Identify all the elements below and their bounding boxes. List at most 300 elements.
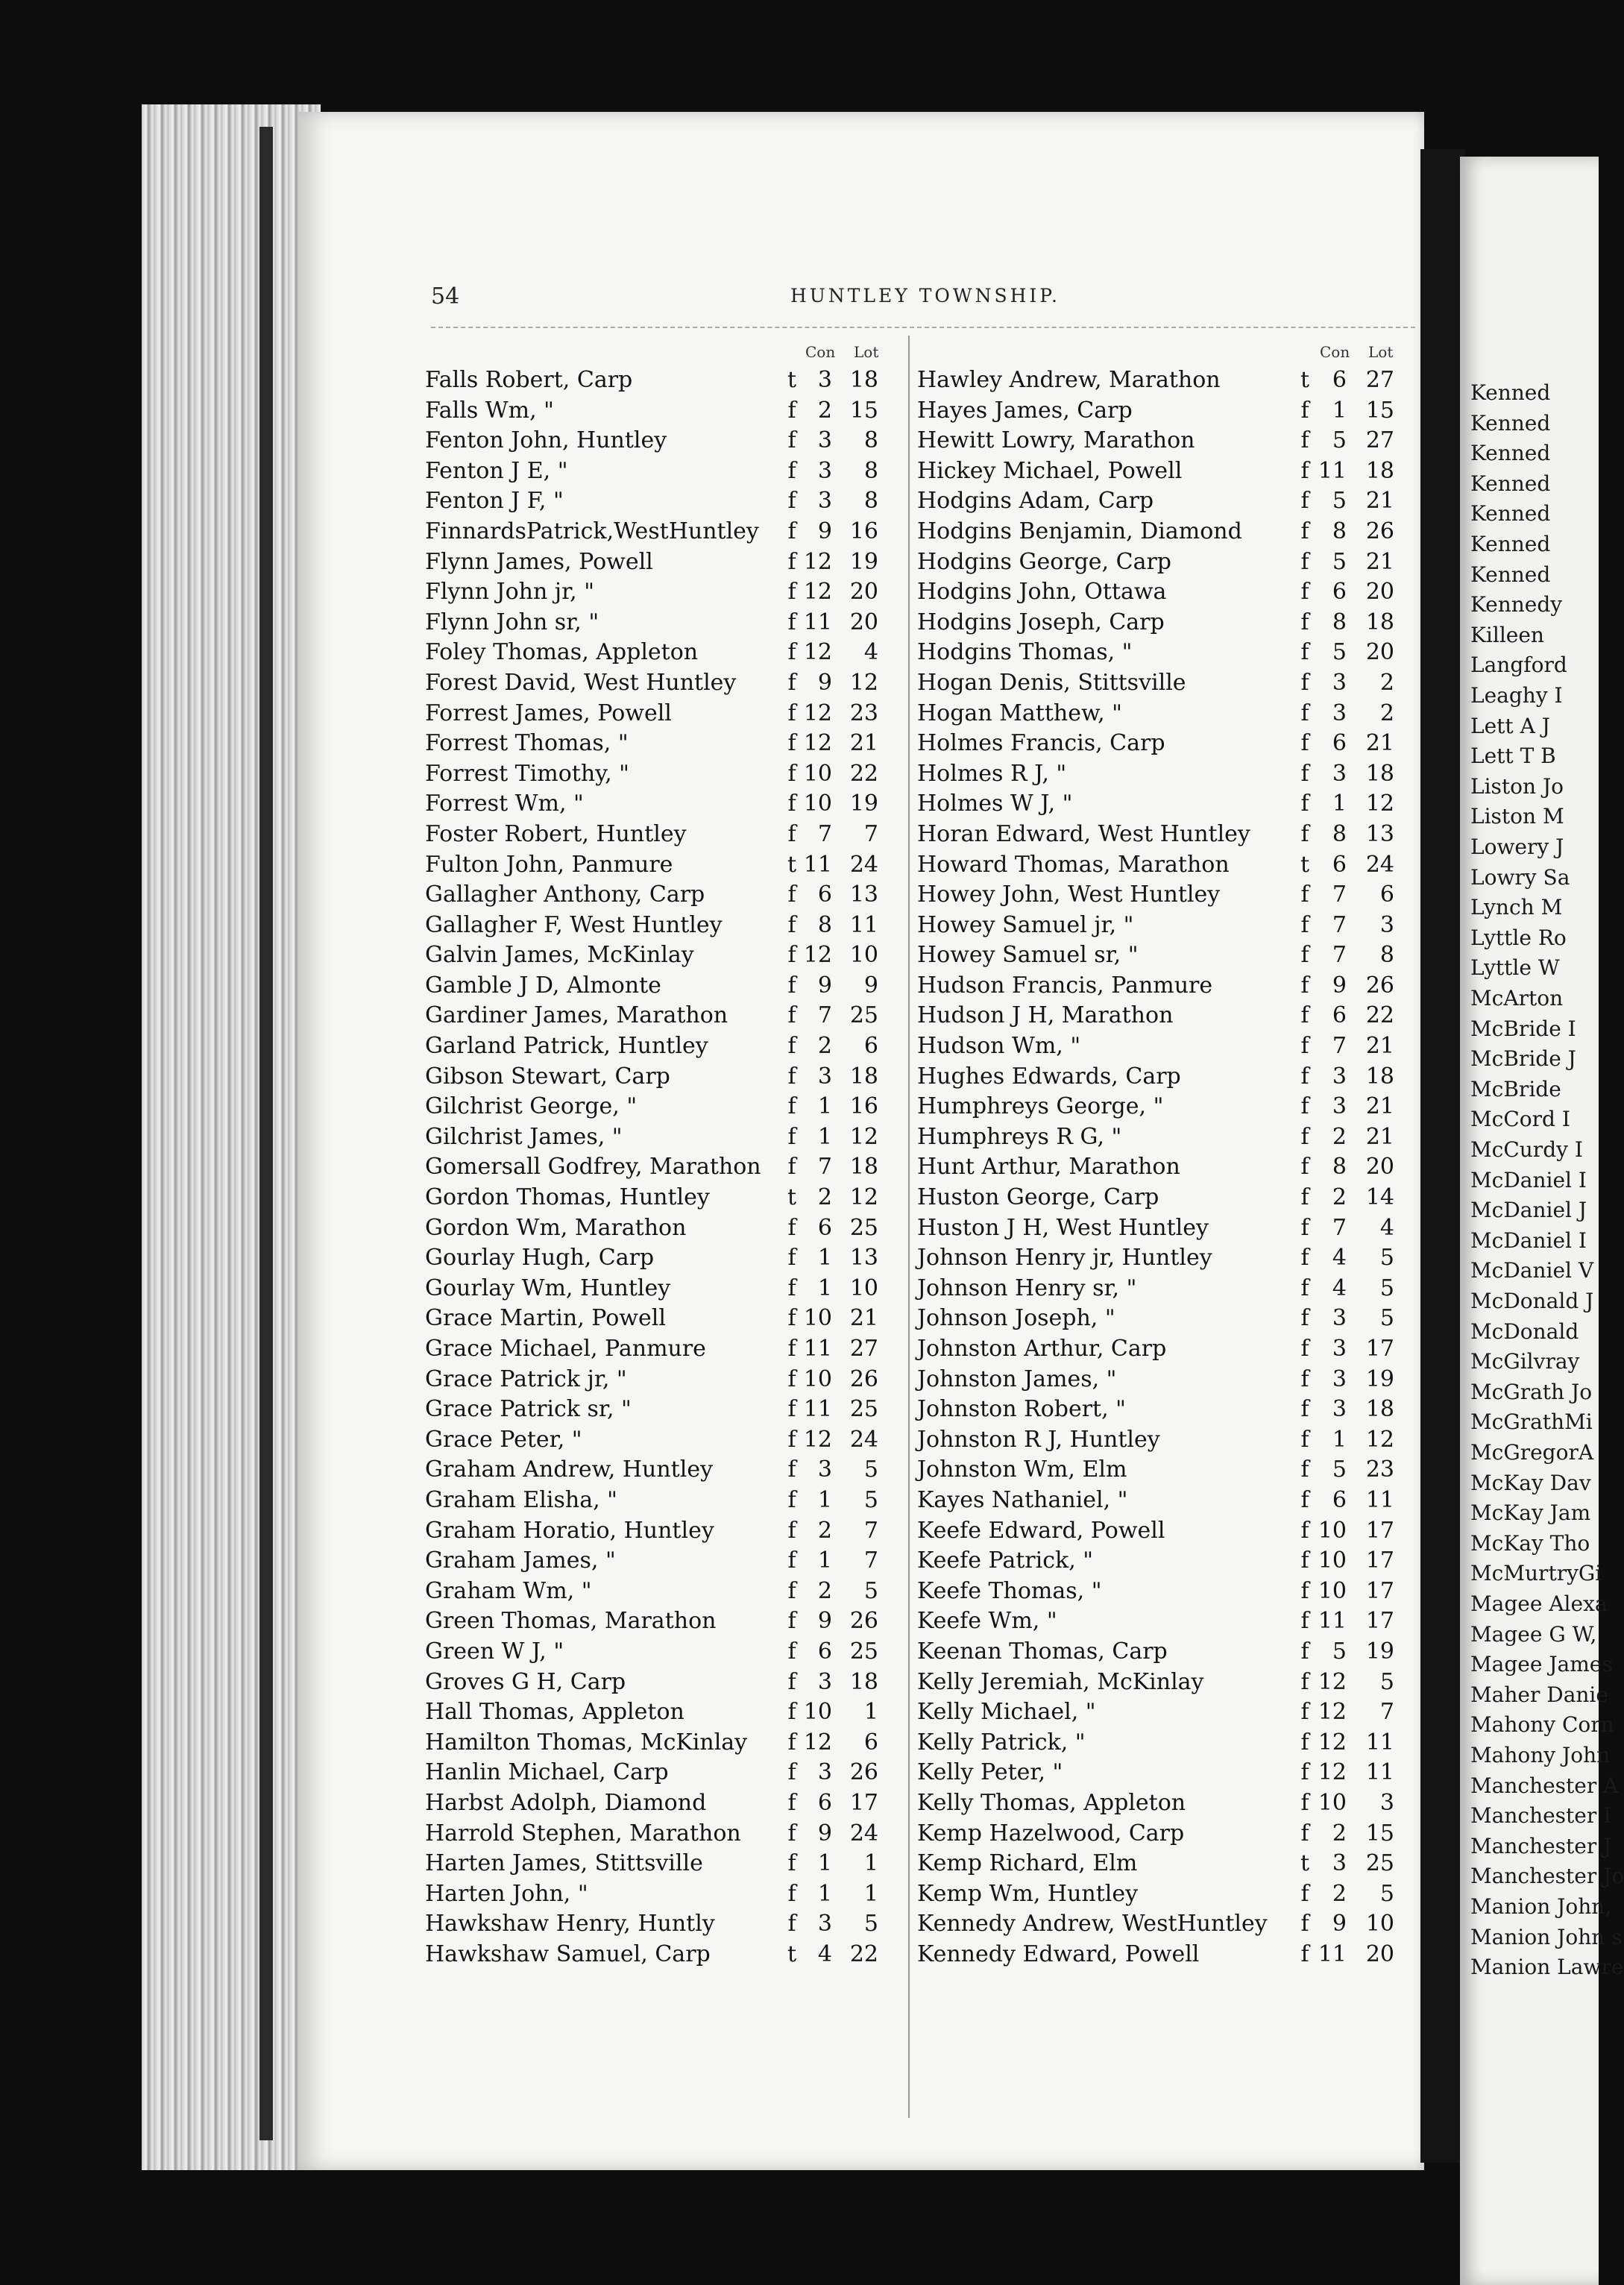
- fragment-name: McBride J: [1470, 1046, 1576, 1072]
- tenure-code: f: [1300, 1789, 1309, 1816]
- resident-name: Forrest Wm, ": [425, 791, 584, 817]
- resident-name: Flynn John sr, ": [425, 609, 599, 635]
- table-row: [425, 365, 902, 396]
- concession-number: 3: [1332, 1850, 1347, 1877]
- concession-number: 12: [1318, 1759, 1347, 1786]
- table-row: [917, 699, 1424, 729]
- table-row: [425, 1274, 902, 1304]
- tenure-code: t: [787, 367, 797, 393]
- concession-number: 12: [803, 579, 832, 606]
- table-row: [917, 759, 1424, 790]
- table-row: [425, 577, 902, 608]
- resident-name: Kelly Jeremiah, McKinlay: [917, 1668, 1204, 1695]
- concession-number: 10: [1318, 1789, 1347, 1816]
- concession-number: 1: [1332, 791, 1347, 817]
- table-row: [425, 1152, 902, 1183]
- table-row: [917, 1001, 1424, 1031]
- resident-name: Hodgins Thomas, ": [917, 639, 1133, 666]
- concession-number: 10: [803, 791, 832, 817]
- table-row: [425, 911, 902, 941]
- fragment-name: McBride: [1470, 1076, 1561, 1101]
- lot-number: 18: [849, 1154, 878, 1181]
- resident-name: Forrest James, Powell: [425, 700, 672, 726]
- resident-name: Hodgins Benjamin, Diamond: [917, 518, 1242, 544]
- lot-number: 21: [1365, 1123, 1394, 1150]
- lot-number: 19: [1365, 1638, 1394, 1665]
- book-spine-shadow: [259, 127, 273, 2140]
- concession-number: 1: [1332, 1426, 1347, 1453]
- concession-number: 12: [803, 548, 832, 575]
- concession-number: 10: [1318, 1577, 1347, 1604]
- table-row: [425, 759, 902, 790]
- tenure-code: f: [1300, 1486, 1309, 1513]
- tenure-code: t: [787, 851, 797, 878]
- concession-number: 12: [1318, 1729, 1347, 1756]
- fragment-name: Kenned: [1470, 501, 1551, 527]
- resident-name: Harbst Adolph, Diamond: [425, 1789, 707, 1816]
- concession-number: 5: [1332, 548, 1347, 575]
- fragment-name: Kenned: [1470, 410, 1551, 436]
- lot-number: 20: [1365, 639, 1394, 666]
- lot-number: 26: [1365, 518, 1394, 544]
- tenure-code: f: [787, 1093, 796, 1120]
- resident-name: Hughes Edwards, Carp: [917, 1063, 1181, 1090]
- concession-number: 6: [817, 1214, 832, 1241]
- lot-number: 7: [863, 820, 878, 847]
- tenure-code: f: [787, 1426, 796, 1453]
- lot-number: 2: [1379, 700, 1394, 726]
- tenure-code: f: [1300, 1396, 1309, 1423]
- lot-number: 19: [849, 548, 878, 575]
- tenure-code: f: [787, 1245, 796, 1272]
- lot-number: 5: [863, 1911, 878, 1937]
- tenure-code: f: [1300, 972, 1309, 999]
- resident-name: Harten James, Stittsville: [425, 1850, 703, 1877]
- fragment-name: Lowry Sa: [1470, 864, 1570, 890]
- lot-number: 5: [863, 1456, 878, 1483]
- lot-number: 17: [849, 1789, 878, 1816]
- concession-number: 7: [817, 1154, 832, 1181]
- table-row: [425, 1546, 902, 1577]
- tenure-code: f: [1300, 1547, 1309, 1574]
- tenure-code: f: [1300, 1940, 1309, 1967]
- tenure-code: f: [1300, 1063, 1309, 1090]
- fragment-name: Lyttle W: [1470, 955, 1560, 981]
- fragment-name: McArton: [1470, 986, 1564, 1011]
- table-row: [917, 486, 1424, 517]
- table-row: [917, 850, 1424, 881]
- concession-number: 2: [1332, 1123, 1347, 1150]
- lot-number: 12: [1365, 791, 1394, 817]
- concession-number: 12: [803, 1426, 832, 1453]
- table-row: [917, 547, 1424, 578]
- lot-number: 25: [849, 1396, 878, 1423]
- tenure-code: f: [787, 1002, 796, 1029]
- resident-name: Gordon Wm, Marathon: [425, 1214, 687, 1241]
- table-row: [425, 1758, 902, 1788]
- tenure-code: f: [787, 1305, 796, 1332]
- table-row: [425, 1606, 902, 1637]
- resident-name: Grace Martin, Powell: [425, 1305, 666, 1332]
- concession-number: 3: [817, 427, 832, 454]
- concession-number: 7: [817, 1002, 832, 1029]
- resident-name: Falls Robert, Carp: [425, 367, 633, 393]
- concession-number: 12: [803, 700, 832, 726]
- lot-number: 1: [863, 1880, 878, 1907]
- concession-number: 10: [803, 1699, 832, 1726]
- resident-name: Keenan Thomas, Carp: [917, 1638, 1168, 1665]
- table-row: [917, 911, 1424, 941]
- resident-name: Gordon Thomas, Huntley: [425, 1184, 710, 1211]
- table-row: [425, 789, 902, 820]
- lot-number: 24: [849, 1426, 878, 1453]
- fragment-name: McGrath Jo: [1470, 1379, 1593, 1404]
- fragment-name: Lynch M: [1470, 895, 1563, 920]
- table-row: [917, 1546, 1424, 1577]
- tenure-code: f: [787, 700, 796, 726]
- lot-number: 8: [863, 488, 878, 515]
- resident-name: Green W J, ": [425, 1638, 564, 1665]
- resident-name: Hickey Michael, Powell: [917, 457, 1183, 484]
- resident-name: Gardiner James, Marathon: [425, 1002, 728, 1029]
- tenure-code: f: [1300, 1911, 1309, 1937]
- directory-page: [298, 112, 1424, 2170]
- lot-number: 10: [849, 1274, 878, 1301]
- tenure-code: f: [1300, 1154, 1309, 1181]
- concession-number: 7: [817, 820, 832, 847]
- lot-number: 27: [1365, 427, 1394, 454]
- concession-number: 6: [817, 881, 832, 908]
- resident-name: Grace Michael, Panmure: [425, 1336, 706, 1362]
- resident-name: Hall Thomas, Appleton: [425, 1699, 684, 1726]
- tenure-code: f: [787, 1638, 796, 1665]
- table-row: [425, 1577, 902, 1607]
- concession-number: 9: [817, 972, 832, 999]
- fragment-name: McDonald J: [1470, 1289, 1594, 1313]
- concession-number: 5: [1332, 427, 1347, 454]
- fragment-name: McDaniel I: [1470, 1228, 1587, 1253]
- resident-name: Hodgins Adam, Carp: [917, 488, 1154, 515]
- concession-number: 3: [1332, 1063, 1347, 1090]
- column-divider: [908, 336, 910, 2118]
- lot-number: 18: [849, 1668, 878, 1695]
- fragment-name: Manchester I: [1470, 1803, 1612, 1829]
- fragment-name: Manion John s: [1470, 1924, 1623, 1949]
- lot-number: 5: [1379, 1880, 1394, 1907]
- concession-number: 2: [817, 1033, 832, 1060]
- table-row: [917, 1940, 1424, 1970]
- lot-number: 20: [1365, 1940, 1394, 1967]
- tenure-code: f: [1300, 942, 1309, 969]
- concession-number: 7: [1332, 942, 1347, 969]
- tenure-code: f: [787, 1789, 796, 1816]
- table-row: [425, 729, 902, 759]
- table-row: [425, 1001, 902, 1031]
- resident-name: Gibson Stewart, Carp: [425, 1063, 670, 1090]
- table-row: [425, 1516, 902, 1547]
- tenure-code: f: [787, 1517, 796, 1544]
- book-page-edges: [142, 104, 321, 2170]
- lot-number: 1: [863, 1699, 878, 1726]
- lot-number: 6: [1379, 881, 1394, 908]
- resident-name: Gilchrist James, ": [425, 1123, 623, 1150]
- table-row: [425, 940, 902, 971]
- table-row: [425, 547, 902, 578]
- lot-number: 18: [849, 1063, 878, 1090]
- lot-number: 14: [1365, 1184, 1394, 1211]
- lot-number: 12: [849, 669, 878, 696]
- lot-number: 11: [849, 911, 878, 938]
- resident-name: Kelly Michael, ": [917, 1699, 1096, 1726]
- lot-number: 1: [863, 1850, 878, 1877]
- concession-number: 3: [1332, 669, 1347, 696]
- lot-number: 3: [1379, 911, 1394, 938]
- tenure-code: f: [787, 518, 796, 544]
- table-row: [425, 880, 902, 911]
- lot-number: 21: [1365, 1093, 1394, 1120]
- fragment-name: Liston Jo: [1470, 773, 1564, 799]
- tenure-code: f: [787, 911, 796, 938]
- table-row: [425, 1819, 902, 1849]
- table-row: [917, 1788, 1424, 1819]
- table-row: [425, 517, 902, 547]
- tenure-code: f: [1300, 488, 1309, 515]
- tenure-code: f: [1300, 881, 1309, 908]
- resident-name: Holmes W J, ": [917, 791, 1073, 817]
- lot-number: 18: [849, 367, 878, 393]
- lot-number: 21: [1365, 730, 1394, 757]
- concession-number: 1: [817, 1850, 832, 1877]
- lot-number: 24: [849, 1820, 878, 1846]
- concession-number: 12: [803, 942, 832, 969]
- lot-number: 21: [1365, 548, 1394, 575]
- resident-name: Falls Wm, ": [425, 397, 554, 424]
- resident-name: FinnardsPatrick,WestHuntley: [425, 518, 759, 544]
- table-row: [425, 1697, 902, 1728]
- lot-number: 20: [849, 609, 878, 635]
- resident-name: Humphreys R G, ": [917, 1123, 1122, 1150]
- concession-number: 6: [817, 1638, 832, 1665]
- table-row: [425, 1637, 902, 1668]
- concession-number: 2: [817, 1517, 832, 1544]
- table-row: [425, 1395, 902, 1425]
- lot-number: 2: [1379, 669, 1394, 696]
- resident-name: Graham Wm, ": [425, 1577, 592, 1604]
- lot-number: 13: [1365, 820, 1394, 847]
- table-row: [917, 880, 1424, 911]
- tenure-code: t: [1300, 1850, 1310, 1877]
- fragment-name: Manchester J: [1470, 1833, 1612, 1858]
- resident-name: Graham Elisha, ": [425, 1486, 617, 1513]
- concession-number: 7: [1332, 1033, 1347, 1060]
- tenure-code: f: [787, 1274, 796, 1301]
- right-column: [917, 336, 1424, 1970]
- lot-number: 15: [849, 397, 878, 424]
- concession-number: 11: [803, 609, 832, 635]
- tenure-code: f: [1300, 457, 1309, 484]
- table-row: [917, 1183, 1424, 1213]
- tenure-code: f: [1300, 1214, 1309, 1241]
- lot-number: 7: [863, 1517, 878, 1544]
- resident-name: Johnston Arthur, Carp: [917, 1336, 1167, 1362]
- concession-number: 11: [803, 851, 832, 878]
- resident-name: Keefe Edward, Powell: [917, 1517, 1165, 1544]
- concession-number: 8: [1332, 518, 1347, 544]
- lot-number: 11: [1365, 1729, 1394, 1756]
- tenure-code: f: [787, 1668, 796, 1695]
- tenure-code: f: [1300, 1608, 1309, 1635]
- tenure-code: f: [1300, 1336, 1309, 1362]
- resident-name: Hawkshaw Samuel, Carp: [425, 1940, 711, 1967]
- fragment-name: McCord I: [1470, 1107, 1570, 1132]
- tenure-code: f: [1300, 579, 1309, 606]
- lot-number: 24: [849, 851, 878, 878]
- tenure-code: f: [787, 1214, 796, 1241]
- next-page-fragment: [1460, 157, 1624, 2285]
- resident-name: Gallagher F, West Huntley: [425, 911, 723, 938]
- table-row: [917, 1213, 1424, 1244]
- lot-number: 17: [1365, 1577, 1394, 1604]
- concession-number: 3: [817, 367, 832, 393]
- concession-number: 9: [1332, 1911, 1347, 1937]
- lot-number: 26: [849, 1365, 878, 1392]
- fragment-name: Lowery J: [1470, 835, 1564, 859]
- tenure-code: f: [1300, 1123, 1309, 1150]
- tenure-code: f: [1300, 1577, 1309, 1604]
- concession-number: 7: [1332, 1214, 1347, 1241]
- concession-number: 5: [1332, 1456, 1347, 1483]
- fragment-name: McDaniel V: [1470, 1258, 1594, 1283]
- lot-number: 5: [863, 1577, 878, 1604]
- resident-name: Harten John, ": [425, 1880, 588, 1907]
- tenure-code: f: [1300, 791, 1309, 817]
- resident-name: Gourlay Wm, Huntley: [425, 1274, 671, 1301]
- concession-number: 6: [1332, 579, 1347, 606]
- resident-name: Keefe Wm, ": [917, 1608, 1057, 1635]
- concession-number: 3: [817, 1759, 832, 1786]
- table-row: [917, 668, 1424, 699]
- resident-name: Forest David, West Huntley: [425, 669, 737, 696]
- resident-name: Humphreys George, ": [917, 1093, 1164, 1120]
- lot-number: 25: [849, 1638, 878, 1665]
- con-header: Con: [805, 343, 836, 361]
- lot-number: 20: [1365, 579, 1394, 606]
- resident-name: Hewitt Lowry, Marathon: [917, 427, 1195, 454]
- table-row: [917, 1395, 1424, 1425]
- tenure-code: f: [787, 427, 796, 454]
- lot-number: 9: [863, 972, 878, 999]
- tenure-code: f: [1300, 427, 1309, 454]
- resident-name: Howey Samuel sr, ": [917, 942, 1139, 969]
- resident-name: Fenton John, Huntley: [425, 427, 667, 454]
- resident-name: Hodgins George, Carp: [917, 548, 1172, 575]
- resident-name: Kayes Nathaniel, ": [917, 1486, 1128, 1513]
- running-head: HUNTLEY TOWNSHIP.: [790, 285, 1060, 307]
- table-row: [425, 971, 902, 1002]
- resident-name: Hanlin Michael, Carp: [425, 1759, 669, 1786]
- tenure-code: f: [787, 1577, 796, 1604]
- tenure-code: f: [787, 942, 796, 969]
- tenure-code: f: [1300, 1245, 1309, 1272]
- table-row: [425, 1031, 902, 1062]
- table-row: [917, 638, 1424, 668]
- tenure-code: f: [1300, 1305, 1309, 1332]
- table-row: [425, 668, 902, 699]
- tenure-code: f: [1300, 1699, 1309, 1726]
- page-number: 54: [431, 283, 460, 309]
- tenure-code: f: [1300, 669, 1309, 696]
- concession-number: 6: [817, 1789, 832, 1816]
- tenure-code: f: [1300, 1093, 1309, 1120]
- lot-number: 12: [849, 1184, 878, 1211]
- fragment-name: Kenned: [1470, 380, 1551, 405]
- tenure-code: f: [787, 1123, 796, 1150]
- concession-number: 12: [803, 1729, 832, 1756]
- fragment-name: McMurtryGi: [1470, 1561, 1602, 1586]
- tenure-code: f: [787, 730, 796, 757]
- lot-number: 19: [849, 791, 878, 817]
- tenure-code: f: [787, 791, 796, 817]
- concession-number: 3: [1332, 1093, 1347, 1120]
- table-row: [425, 1062, 902, 1093]
- table-row: [425, 1122, 902, 1153]
- lot-number: 3: [1379, 1789, 1394, 1816]
- table-row: [917, 517, 1424, 547]
- tenure-code: f: [787, 397, 796, 424]
- lot-number: 20: [849, 579, 878, 606]
- table-row: [917, 1728, 1424, 1758]
- resident-name: Green Thomas, Marathon: [425, 1608, 717, 1635]
- lot-number: 18: [1365, 609, 1394, 635]
- resident-name: Gamble J D, Almonte: [425, 972, 661, 999]
- concession-number: 3: [1332, 700, 1347, 726]
- tenure-code: f: [1300, 760, 1309, 787]
- lot-number: 10: [1365, 1911, 1394, 1937]
- concession-number: 11: [1318, 1608, 1347, 1635]
- concession-number: 9: [817, 669, 832, 696]
- fragment-name: Lett A J: [1470, 713, 1550, 738]
- resident-name: Foley Thomas, Appleton: [425, 639, 699, 666]
- concession-number: 1: [817, 1245, 832, 1272]
- resident-name: Forrest Thomas, ": [425, 730, 629, 757]
- fragment-name: Kenned: [1470, 532, 1551, 556]
- resident-name: Flynn John jr, ": [425, 579, 595, 606]
- concession-number: 10: [803, 760, 832, 787]
- table-row: [917, 1606, 1424, 1637]
- fragment-name: McBride I: [1470, 1016, 1576, 1041]
- tenure-code: f: [787, 1759, 796, 1786]
- fragment-name: Kenned: [1470, 441, 1551, 466]
- lot-number: 12: [1365, 1426, 1394, 1453]
- concession-number: 12: [1318, 1699, 1347, 1726]
- tenure-code: f: [1300, 1729, 1309, 1756]
- resident-name: Kemp Hazelwood, Carp: [917, 1820, 1185, 1846]
- resident-name: Hudson Wm, ": [917, 1033, 1081, 1060]
- resident-name: Hudson J H, Marathon: [917, 1002, 1174, 1029]
- tenure-code: f: [1300, 639, 1309, 666]
- tenure-code: f: [1300, 1456, 1309, 1483]
- tenure-code: f: [787, 1486, 796, 1513]
- lot-number: 25: [849, 1214, 878, 1241]
- concession-number: 1: [817, 1547, 832, 1574]
- tenure-code: f: [1300, 700, 1309, 726]
- resident-name: Galvin James, McKinlay: [425, 942, 694, 969]
- resident-name: Fulton John, Panmure: [425, 851, 673, 878]
- concession-number: 12: [1318, 1668, 1347, 1695]
- lot-number: 27: [849, 1336, 878, 1362]
- table-row: [917, 1365, 1424, 1395]
- table-row: [425, 486, 902, 517]
